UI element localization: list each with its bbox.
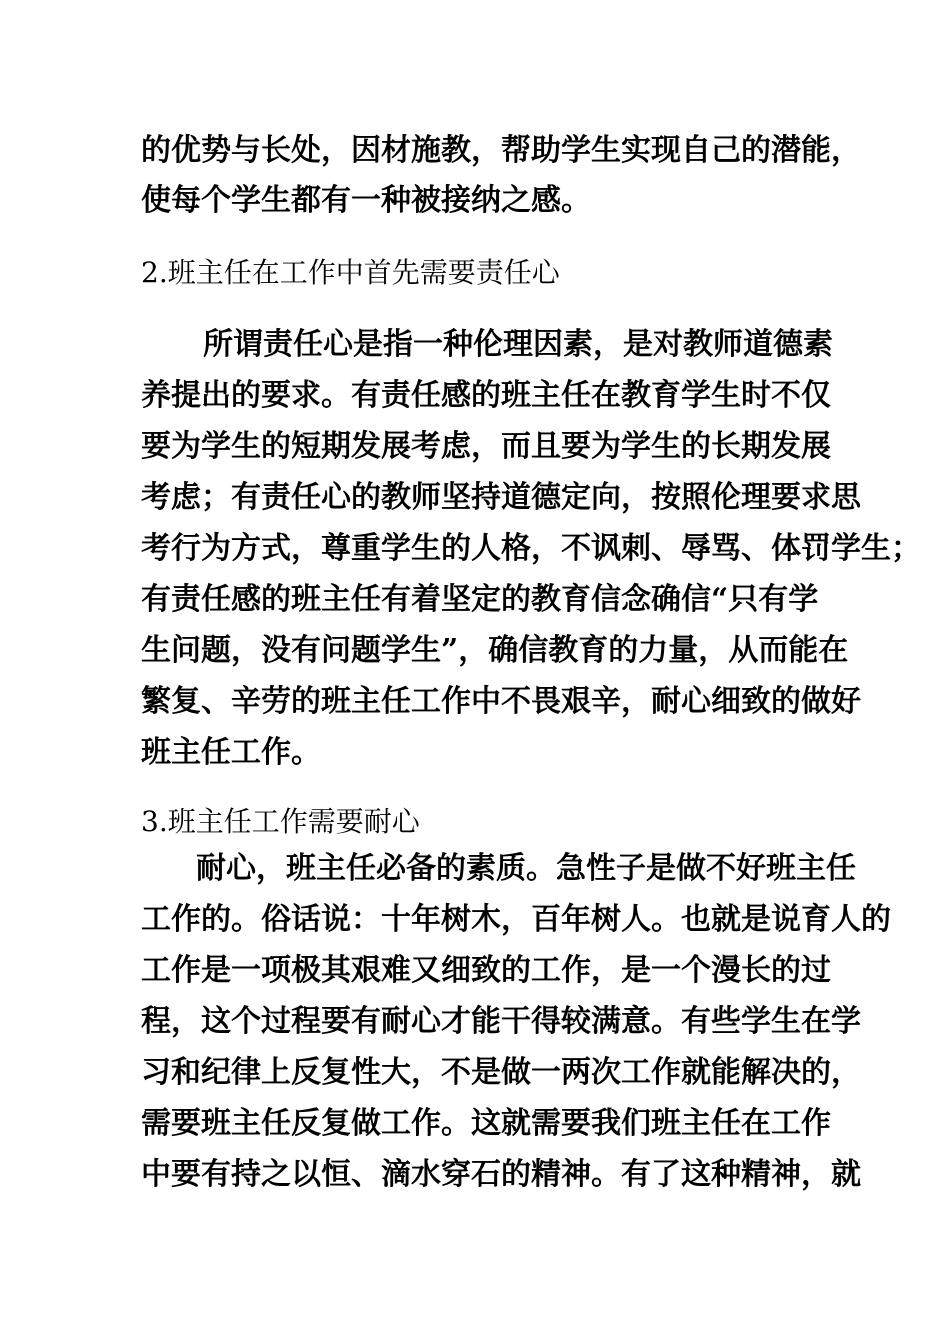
- paragraph-line: 程，这个过程要有耐心才能干得较满意。有些学生在学: [141, 1004, 861, 1039]
- paragraph-line: 工作是一项极其艰难又细致的工作，是一个漫长的过: [141, 953, 831, 988]
- paragraph-line: 所谓责任心是指一种伦理因素，是对教师道德素: [203, 327, 833, 362]
- paragraph-line: 工作的。俗话说：十年树木，百年树人。也就是说育人的: [141, 902, 891, 937]
- paragraph-line: 有责任感的班主任有着坚定的教育信念确信“只有学: [141, 582, 819, 617]
- paragraph-line: 使每个学生都有一种被接纳之感。: [141, 183, 591, 218]
- paragraph-line: 考行为方式，尊重学生的人格，不讽刺、辱骂、体罚学生；: [141, 531, 921, 566]
- paragraph-line: 考虑；有责任心的教师坚持道德定向，按照伦理要求思: [141, 480, 861, 515]
- paragraph-line: 耐心，班主任必备的素质。急性子是做不好班主任: [196, 851, 856, 886]
- paragraph-line: 生问题，没有问题学生”，确信教育的力量，从而能在: [141, 633, 849, 668]
- paragraph-line: 的优势与长处，因材施教，帮助学生实现自己的潜能，: [141, 133, 861, 168]
- paragraph-line: 要为学生的短期发展考虑，而且要为学生的长期发展: [141, 429, 831, 464]
- paragraph-line: 繁复、辛劳的班主任工作中不畏艰辛，耐心细致的做好: [141, 684, 861, 719]
- paragraph-line: 班主任工作。: [141, 735, 321, 770]
- paragraph-line: 养提出的要求。有责任感的班主任在教育学生时不仅: [141, 378, 831, 413]
- paragraph-line: 需要班主任反复做工作。这就需要我们班主任在工作: [141, 1106, 831, 1141]
- section-heading-2: 2.班主任在工作中首先需要责任心: [141, 256, 560, 289]
- paragraph-line: 中要有持之以恒、滴水穿石的精神。有了这种精神，就: [141, 1157, 861, 1192]
- paragraph-line: 习和纪律上反复性大，不是做一两次工作就能解决的，: [141, 1055, 861, 1090]
- section-heading-3: 3.班主任工作需要耐心: [141, 805, 420, 838]
